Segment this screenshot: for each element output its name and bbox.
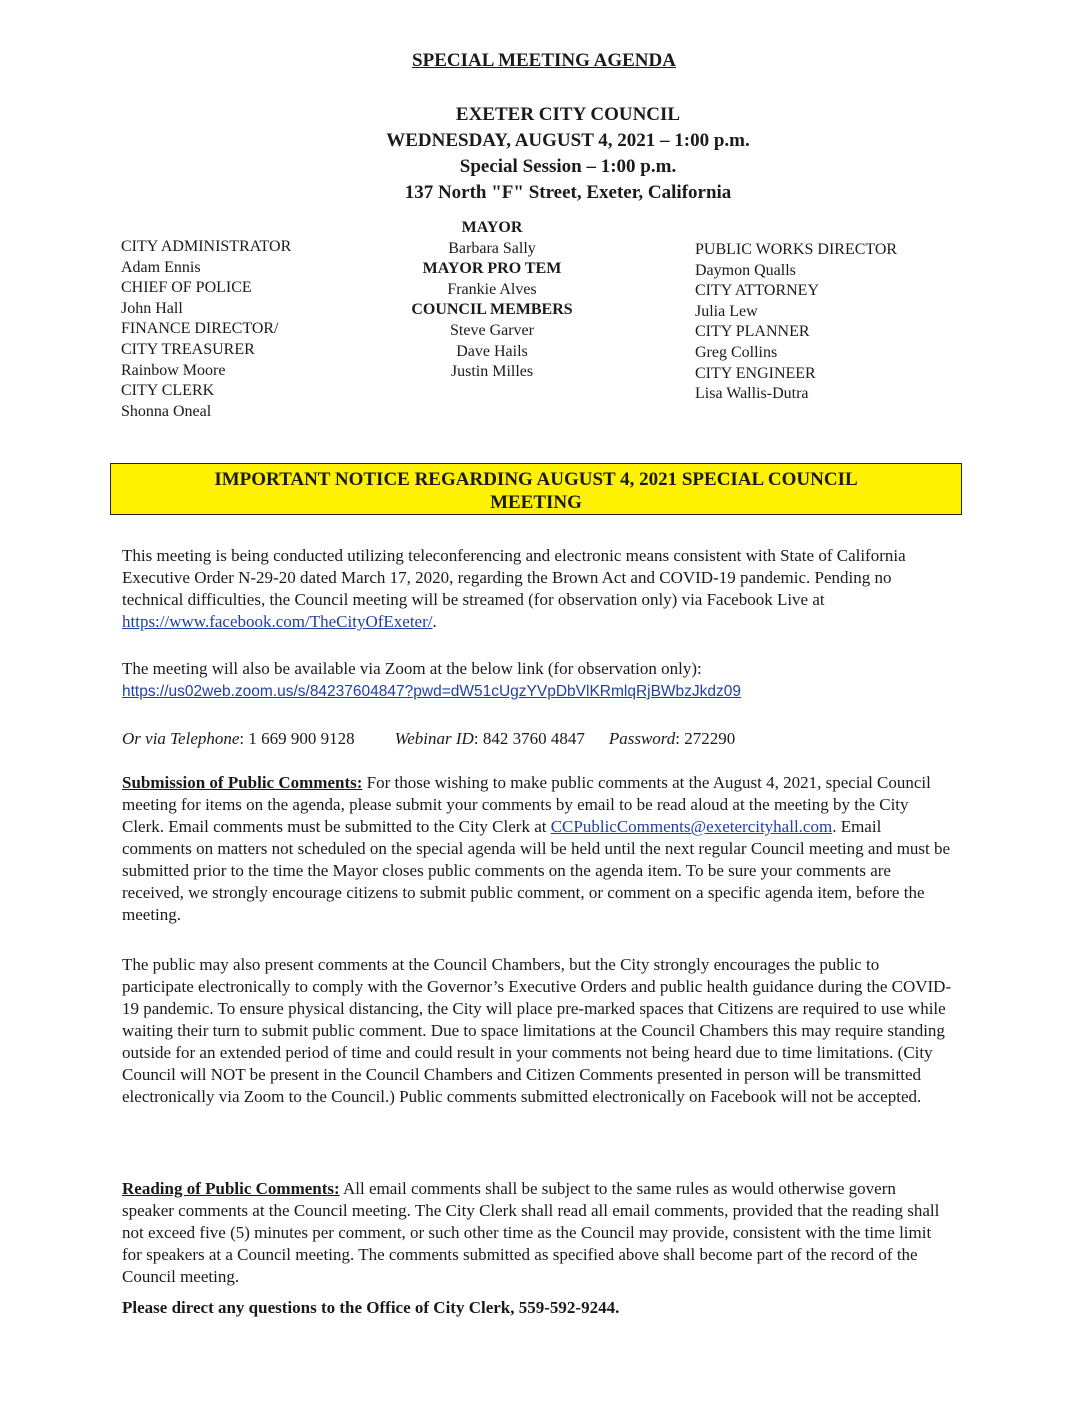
staff-entry: Julia Lew xyxy=(695,302,758,320)
notice-line-1: IMPORTANT NOTICE REGARDING AUGUST 4, 2021 SPECIAL COUNCIL xyxy=(214,469,858,490)
council-member: Dave Hails xyxy=(456,342,528,360)
mayor-name: Barbara Sally xyxy=(448,239,536,257)
staff-entry: CITY ADMINISTRATOR xyxy=(121,238,292,255)
staff-entry: Greg Collins xyxy=(695,343,778,361)
council-center-column xyxy=(382,218,602,383)
phone-label: Or via Telephone xyxy=(122,729,240,748)
staff-entry: CITY ATTORNEY xyxy=(695,282,819,300)
staff-entry: CITY ENGINEER xyxy=(695,364,816,382)
staff-left-column xyxy=(121,237,371,422)
reading-paragraph xyxy=(122,1178,952,1288)
important-notice-banner xyxy=(110,463,962,515)
teleconference-paragraph xyxy=(122,545,952,633)
council-member: Steve Garver xyxy=(450,321,534,339)
pro-tem-label: MAYOR PRO TEM xyxy=(422,260,562,278)
password-label: Password xyxy=(608,729,676,748)
submission-text: For those wishing to make public comments at the August 4, 2021, special Council meeting for items on the agenda, please submit your comments by email to be read aloud at the meeting by the City Clerk. Email comments must be submitted to the City Clerk at xyxy=(122,773,931,836)
staff-entry: PUBLIC WORKS DIRECTOR xyxy=(695,241,898,258)
staff-entry: Shonna Oneal xyxy=(121,402,212,420)
notice-line-2: MEETING xyxy=(490,492,582,513)
teleconference-text: This meeting is being conducted utilizing teleconferencing and electronic means consistent with State of California Executive Order N-29-20 dated March 17, 2020, regarding the Brown Act and COVID-19 pandemic. Pending no technical difficulties, the Council meeting will be streamed (for observation only) via Facebook Live at xyxy=(122,546,906,609)
mayor-label: MAYOR xyxy=(461,219,523,236)
submission-paragraph xyxy=(122,772,952,926)
facebook-link[interactable]: https://www.facebook.com/TheCityOfExeter/ xyxy=(122,612,433,631)
staff-entry: Daymon Qualls xyxy=(695,261,796,279)
submission-text-continued: . Email comments on matters not scheduled on the special agenda will be held until the next regular Council meeting and must be submitted prior to the time the Mayor closes public comments on the agenda item. To be sure your comments are received, we strongly encourage citizens to submit public comment, or comment on a specific agenda item, before the meeting. xyxy=(122,817,951,924)
public-comments-paragraph: The public may also present comments at the Council Chambers, but the City strongly encourages the public to participate electronically to comply with the Governor’s Executive Orders and public health guidance during the COVID-19 pandemic. To ensure physical distancing, the City will place pre-marked spaces that Citizens are required to use while waiting their turn to submit public comment. Due to space limitations at the Council Chambers this may require standing outside for an extended period of time and could result in your comments not being heard due to time limitations. (City Council will NOT be present in the Council Chambers and Citizen Comments presented in person will be transmitted electronically via Zoom to the Council.) Public comments submitted electronically on Facebook will not be accepted. xyxy=(122,955,952,1106)
staff-entry: Lisa Wallis-Dutra xyxy=(695,385,809,403)
staff-right-column xyxy=(695,240,975,405)
staff-entry: FINANCE DIRECTOR/ xyxy=(121,320,279,338)
reading-heading: Reading of Public Comments: xyxy=(122,1179,340,1198)
questions-contact: Please direct any questions to the Office of City Clerk, 559-592-9244. xyxy=(122,1298,620,1317)
submission-heading: Submission of Public Comments: xyxy=(122,773,363,792)
webinar-id: : 842 3760 4847 xyxy=(473,729,585,748)
staff-entry: Adam Ennis xyxy=(121,258,201,276)
pro-tem-name: Frankie Alves xyxy=(447,280,537,298)
council-members-label: COUNCIL MEMBERS xyxy=(411,301,573,319)
meeting-address: 137 North "F" Street, Exeter, California xyxy=(404,182,732,203)
reading-text: All email comments shall be subject to the same rules as would otherwise govern speaker comments at the Council meeting. The City Clerk shall read all email comments, provided that the reading shall not exceed five (5) minutes per comment, or such other time as the Council may provide, consistent with the time limit for speakers at a Council meeting. The comments submitted as specified above shall become part of the record of the Council meeting. xyxy=(122,1179,940,1286)
password-value: : 272290 xyxy=(675,729,736,748)
staff-entry: John Hall xyxy=(121,299,183,317)
session-time: Special Session – 1:00 p.m. xyxy=(459,156,677,177)
zoom-link[interactable]: https://us02web.zoom.us/s/84237604847?pwd=dW51cUgzYVpDbVlKRmlqRjBWbzJkdz09 xyxy=(122,683,742,700)
agenda-title: SPECIAL MEETING AGENDA xyxy=(412,50,676,71)
dial-in-info xyxy=(122,728,952,750)
staff-entry: Rainbow Moore xyxy=(121,361,226,379)
zoom-intro: The meeting will also be available via Zoom at the below link (for observation only): xyxy=(122,659,702,678)
council-member: Justin Milles xyxy=(450,363,534,381)
council-header xyxy=(0,102,1088,206)
email-link[interactable]: CCPublicComments@exetercityhall.com xyxy=(550,817,833,836)
council-name: EXETER CITY COUNCIL xyxy=(455,104,681,125)
teleconference-period: . xyxy=(432,612,437,631)
meeting-date-time: WEDNESDAY, AUGUST 4, 2021 – 1:00 p.m. xyxy=(386,130,750,151)
zoom-paragraph xyxy=(122,658,952,703)
staff-entry: CITY CLERK xyxy=(121,382,215,400)
phone-number: : 1 669 900 9128 xyxy=(239,729,355,748)
webinar-label: Webinar ID xyxy=(394,729,474,748)
staff-entry: CHIEF OF POLICE xyxy=(121,279,252,297)
staff-entry: CITY PLANNER xyxy=(695,323,810,341)
staff-entry: CITY TREASURER xyxy=(121,340,255,358)
